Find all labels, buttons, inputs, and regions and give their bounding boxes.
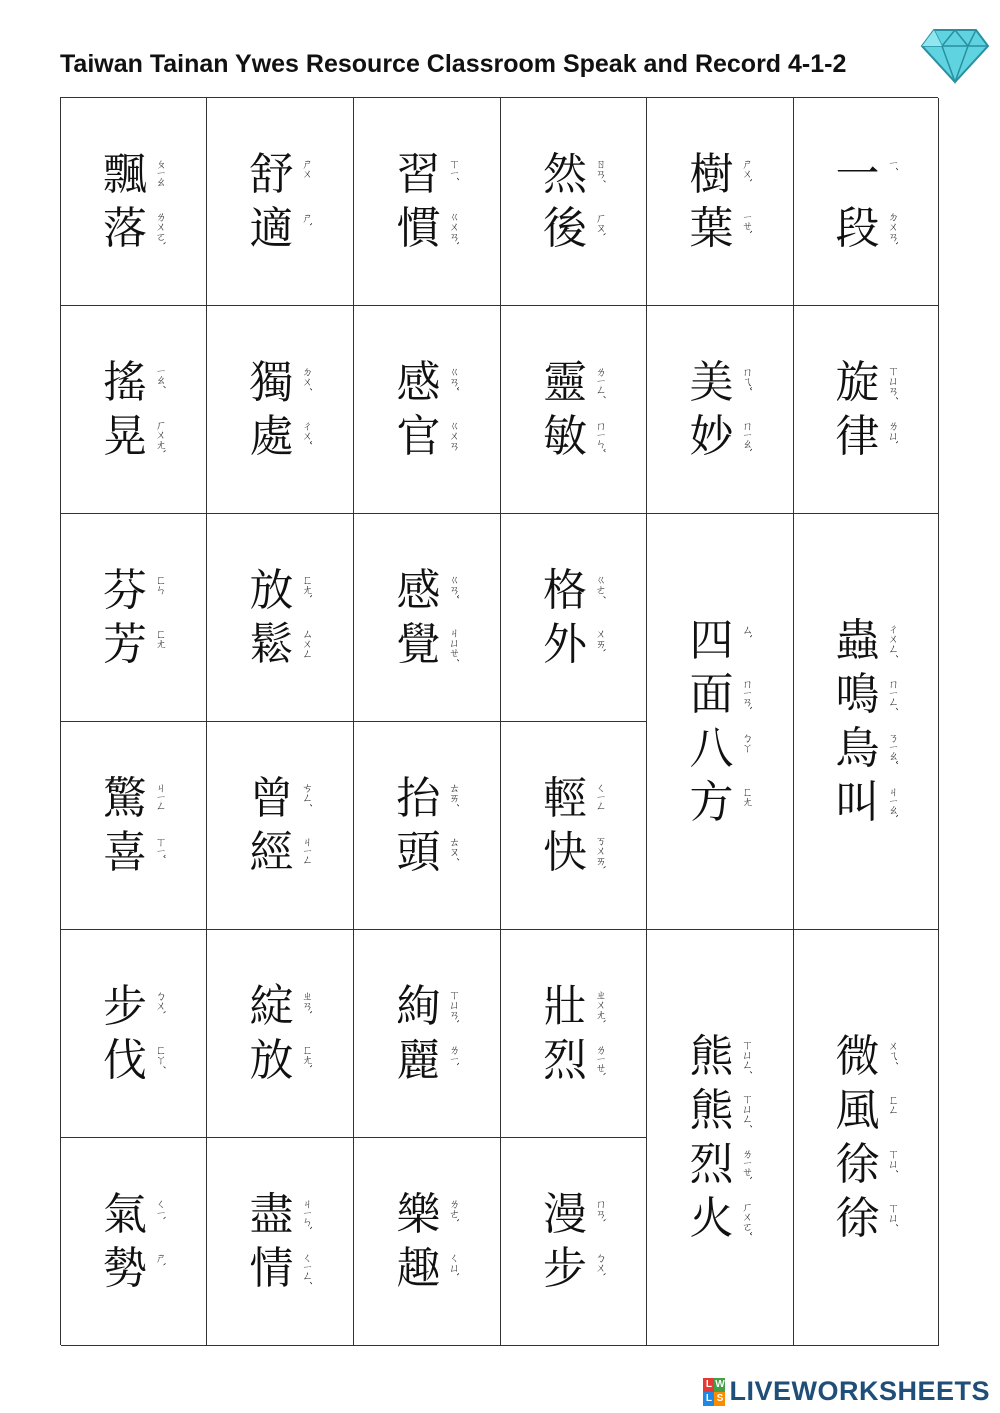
vocab-word xyxy=(248,1188,313,1296)
vocab-cell xyxy=(501,722,647,930)
vocab-cell xyxy=(647,306,794,514)
hanzi-character: 輕 xyxy=(543,772,587,824)
character-with-zhuyin xyxy=(688,722,753,776)
hanzi-character: 放 xyxy=(249,1034,294,1086)
hanzi-character: 徐 xyxy=(835,1138,880,1190)
zhuyin-annotation: ㄌㄧㄝˋ xyxy=(740,1147,754,1180)
vocab-cell xyxy=(207,306,354,514)
hanzi-character: 然 xyxy=(543,148,587,200)
vocab-word xyxy=(248,980,313,1088)
hanzi-character: 烈 xyxy=(543,1034,587,1086)
hanzi-character: 外 xyxy=(543,618,587,670)
hanzi-character: 喜 xyxy=(103,826,147,878)
hanzi-character: 驚 xyxy=(103,772,147,824)
character-with-zhuyin xyxy=(541,1034,606,1088)
vocab-word xyxy=(101,980,166,1088)
character-with-zhuyin xyxy=(688,356,753,410)
character-with-zhuyin xyxy=(248,772,313,826)
character-with-zhuyin xyxy=(101,564,166,618)
vocab-word xyxy=(395,772,460,880)
hanzi-character: 伐 xyxy=(103,1034,147,1086)
vocab-word xyxy=(541,1188,606,1296)
zhuyin-annotation: ㄔㄨˇ xyxy=(300,419,314,444)
hanzi-character: 敏 xyxy=(543,410,587,462)
hanzi-character: 官 xyxy=(396,410,441,462)
zhuyin-annotation: ㄌㄜˋ xyxy=(447,1197,461,1222)
zhuyin-annotation: ㄅㄚ xyxy=(740,731,754,752)
hanzi-character: 頭 xyxy=(396,826,441,878)
character-with-zhuyin xyxy=(248,202,313,256)
liveworksheets-logo xyxy=(703,1376,990,1407)
zhuyin-annotation: ㄐㄧㄠˋ xyxy=(886,785,900,818)
hanzi-character: 熊 xyxy=(689,1084,734,1136)
hanzi-character: 步 xyxy=(103,980,147,1032)
hanzi-character: 後 xyxy=(543,202,587,254)
vocab-cell xyxy=(501,98,647,306)
hanzi-character: 麗 xyxy=(396,1034,441,1086)
zhuyin-annotation: ㄋㄧㄠˇ xyxy=(886,731,900,764)
vocab-cell xyxy=(501,306,647,514)
zhuyin-annotation: ㄕˋ xyxy=(154,1251,167,1266)
zhuyin-annotation: ㄎㄨㄞˋ xyxy=(594,835,607,870)
character-with-zhuyin xyxy=(395,148,460,202)
vocab-cell xyxy=(354,722,501,930)
hanzi-character: 方 xyxy=(689,776,734,828)
character-with-zhuyin xyxy=(541,148,606,202)
vocab-cell xyxy=(501,514,647,722)
hanzi-character: 絢 xyxy=(396,980,441,1032)
zhuyin-annotation: ㄇㄧㄢˋ xyxy=(740,677,754,710)
character-with-zhuyin xyxy=(541,826,606,880)
hanzi-character: 搖 xyxy=(103,356,147,408)
vocab-word xyxy=(834,1030,899,1246)
zhuyin-annotation: ㄧˊ xyxy=(886,157,900,170)
character-with-zhuyin xyxy=(688,668,753,722)
zhuyin-annotation: ㄑㄧㄥ xyxy=(594,781,607,810)
zhuyin-annotation: ㄏㄨㄛˇ xyxy=(740,1201,754,1236)
hanzi-character: 叫 xyxy=(835,776,880,828)
zhuyin-annotation: ㄊㄞˊ xyxy=(447,781,461,806)
zhuyin-annotation: ㄒㄩㄢˋ xyxy=(447,989,461,1024)
vocab-cell xyxy=(501,930,647,1138)
character-with-zhuyin xyxy=(834,1030,899,1084)
character-with-zhuyin xyxy=(688,1030,753,1084)
hanzi-character: 樂 xyxy=(396,1188,441,1240)
zhuyin-annotation: ㄐㄧㄣˋ xyxy=(300,1197,314,1230)
hanzi-character: 放 xyxy=(249,564,294,616)
zhuyin-annotation: ㄅㄨˋ xyxy=(154,989,167,1014)
vocab-cell xyxy=(647,930,794,1346)
character-with-zhuyin xyxy=(248,1188,313,1242)
hanzi-character: 趣 xyxy=(396,1242,441,1294)
vocab-cell xyxy=(794,306,939,514)
character-with-zhuyin xyxy=(834,668,899,722)
zhuyin-annotation: ㄍㄜˊ xyxy=(594,573,607,598)
zhuyin-annotation: ㄍㄢˇ xyxy=(447,365,461,390)
hanzi-character: 步 xyxy=(543,1242,587,1294)
hanzi-character: 妙 xyxy=(689,410,734,462)
zhuyin-annotation: ㄇㄧㄠˋ xyxy=(740,419,754,452)
zhuyin-annotation: ㄐㄧㄥ xyxy=(300,835,314,864)
hanzi-character: 鳴 xyxy=(835,668,880,720)
vocab-cell xyxy=(207,930,354,1138)
zhuyin-annotation: ㄨㄞˋ xyxy=(594,627,607,652)
zhuyin-annotation: ㄆㄧㄠ xyxy=(154,157,167,186)
character-with-zhuyin xyxy=(395,618,460,672)
hanzi-character: 葉 xyxy=(689,202,734,254)
zhuyin-annotation: ㄏㄨㄤˋ xyxy=(154,419,167,454)
vocab-word xyxy=(834,356,899,464)
hanzi-character: 慣 xyxy=(396,202,441,254)
hanzi-character: 烈 xyxy=(689,1138,734,1190)
hanzi-character: 感 xyxy=(396,356,441,408)
vocab-word xyxy=(101,772,166,880)
hanzi-character: 旋 xyxy=(835,356,880,408)
zhuyin-annotation: ㄇㄟˇ xyxy=(740,365,754,390)
zhuyin-annotation: ㄖㄢˊ xyxy=(594,157,607,182)
character-with-zhuyin xyxy=(541,356,606,410)
zhuyin-annotation: ㄈㄤˋ xyxy=(300,573,314,598)
hanzi-character: 漫 xyxy=(543,1188,587,1240)
vocab-word xyxy=(248,564,313,672)
liveworksheets-badge-icon: L W L S xyxy=(703,1378,725,1406)
character-with-zhuyin xyxy=(101,772,166,826)
character-with-zhuyin xyxy=(688,776,753,830)
character-with-zhuyin xyxy=(395,564,460,618)
hanzi-character: 芬 xyxy=(103,564,147,616)
character-with-zhuyin xyxy=(395,826,460,880)
hanzi-character: 微 xyxy=(835,1030,880,1082)
character-with-zhuyin xyxy=(248,356,313,410)
character-with-zhuyin xyxy=(688,202,753,256)
character-with-zhuyin xyxy=(541,772,606,826)
character-with-zhuyin xyxy=(541,1242,606,1296)
hanzi-character: 徐 xyxy=(835,1192,880,1244)
character-with-zhuyin xyxy=(834,1084,899,1138)
hanzi-character: 格 xyxy=(543,564,587,616)
vocab-cell xyxy=(354,1138,501,1346)
character-with-zhuyin xyxy=(688,614,753,668)
character-with-zhuyin xyxy=(834,356,899,410)
character-with-zhuyin xyxy=(248,980,313,1034)
character-with-zhuyin xyxy=(395,1188,460,1242)
vocab-cell xyxy=(207,1138,354,1346)
hanzi-character: 芳 xyxy=(103,618,147,670)
character-with-zhuyin xyxy=(834,776,899,830)
zhuyin-annotation: ㄕㄨˋ xyxy=(740,157,754,182)
vocab-cell xyxy=(647,514,794,930)
vocab-cell xyxy=(61,930,207,1138)
zhuyin-annotation: ㄌㄨㄛˋ xyxy=(154,211,167,246)
vocab-word xyxy=(248,772,313,880)
hanzi-character: 靈 xyxy=(543,356,587,408)
hanzi-character: 適 xyxy=(249,202,294,254)
vocab-cell xyxy=(501,1138,647,1346)
character-with-zhuyin xyxy=(395,1242,460,1296)
zhuyin-annotation: ㄧㄠˊ xyxy=(154,365,167,388)
character-with-zhuyin xyxy=(101,148,166,202)
zhuyin-annotation: ㄔㄨㄥˊ xyxy=(886,623,900,658)
hanzi-character: 美 xyxy=(689,356,734,408)
character-with-zhuyin xyxy=(688,1084,753,1138)
character-with-zhuyin xyxy=(395,356,460,410)
hanzi-character: 飄 xyxy=(103,148,147,200)
character-with-zhuyin xyxy=(834,410,899,464)
hanzi-character: 八 xyxy=(689,722,734,774)
vocab-word xyxy=(101,148,166,256)
character-with-zhuyin xyxy=(395,202,460,256)
hanzi-character: 情 xyxy=(249,1242,294,1294)
diamond-gem-icon xyxy=(920,26,990,84)
hanzi-character: 鳥 xyxy=(835,722,880,774)
zhuyin-annotation: ㄓㄢˋ xyxy=(300,989,314,1014)
vocab-word xyxy=(395,1188,460,1296)
character-with-zhuyin xyxy=(248,564,313,618)
zhuyin-annotation: ㄇㄧㄥˊ xyxy=(886,677,900,710)
zhuyin-annotation: ㄐㄩㄝˊ xyxy=(447,627,461,662)
character-with-zhuyin xyxy=(248,618,313,672)
hanzi-character: 勢 xyxy=(103,1242,147,1294)
character-with-zhuyin xyxy=(248,410,313,464)
character-with-zhuyin xyxy=(101,202,166,256)
hanzi-character: 落 xyxy=(103,202,147,254)
character-with-zhuyin xyxy=(395,1034,460,1088)
hanzi-character: 律 xyxy=(835,410,880,462)
zhuyin-annotation: ㄧㄝˋ xyxy=(740,211,754,234)
character-with-zhuyin xyxy=(101,826,166,880)
character-with-zhuyin xyxy=(395,772,460,826)
zhuyin-annotation: ㄇㄢˋ xyxy=(594,1197,607,1222)
zhuyin-annotation: ㄅㄨˋ xyxy=(594,1251,607,1276)
character-with-zhuyin xyxy=(688,410,753,464)
vocabulary-grid xyxy=(60,97,938,1345)
vocab-cell xyxy=(61,306,207,514)
hanzi-character: 鬆 xyxy=(249,618,294,670)
vocab-word xyxy=(248,148,313,256)
zhuyin-annotation: ㄍㄢˇ xyxy=(447,573,461,598)
character-with-zhuyin xyxy=(541,410,606,464)
vocab-word xyxy=(688,356,753,464)
vocab-cell xyxy=(61,1138,207,1346)
hanzi-character: 經 xyxy=(249,826,294,878)
character-with-zhuyin xyxy=(541,564,606,618)
vocab-cell xyxy=(794,514,939,930)
character-with-zhuyin xyxy=(834,202,899,256)
character-with-zhuyin xyxy=(541,980,606,1034)
character-with-zhuyin xyxy=(834,1138,899,1192)
character-with-zhuyin xyxy=(834,722,899,776)
character-with-zhuyin xyxy=(248,1034,313,1088)
hanzi-character: 火 xyxy=(689,1192,734,1244)
zhuyin-annotation: ㄒㄩㄥˊ xyxy=(740,1093,754,1128)
zhuyin-annotation: ㄈㄚˊ xyxy=(154,1043,167,1068)
vocab-cell xyxy=(61,98,207,306)
hanzi-character: 氣 xyxy=(103,1188,147,1240)
hanzi-character: 風 xyxy=(835,1084,880,1136)
zhuyin-annotation: ㄙˋ xyxy=(740,623,754,638)
hanzi-character: 曾 xyxy=(249,772,294,824)
hanzi-character: 段 xyxy=(835,202,880,254)
character-with-zhuyin xyxy=(834,1192,899,1246)
vocab-cell xyxy=(647,98,794,306)
vocab-word xyxy=(395,148,460,256)
zhuyin-annotation: ㄑㄧˋ xyxy=(154,1197,167,1220)
zhuyin-annotation: ㄇㄧㄣˇ xyxy=(594,419,607,452)
vocab-word xyxy=(834,614,899,830)
vocab-word xyxy=(101,564,166,672)
vocab-cell xyxy=(354,930,501,1138)
zhuyin-annotation: ㄉㄨˊ xyxy=(300,365,314,390)
character-with-zhuyin xyxy=(248,148,313,202)
hanzi-character: 舒 xyxy=(249,148,294,200)
hanzi-character: 一 xyxy=(835,148,880,200)
character-with-zhuyin xyxy=(101,1034,166,1088)
character-with-zhuyin xyxy=(834,614,899,668)
hanzi-character: 處 xyxy=(249,410,294,462)
zhuyin-annotation: ㄏㄡˋ xyxy=(594,211,607,236)
zhuyin-annotation: ㄈㄣ xyxy=(154,573,167,594)
hanzi-character: 面 xyxy=(689,668,734,720)
hanzi-character: 蟲 xyxy=(835,614,880,666)
hanzi-character: 抬 xyxy=(396,772,441,824)
character-with-zhuyin xyxy=(101,1188,166,1242)
hanzi-character: 覺 xyxy=(396,618,441,670)
vocab-word xyxy=(101,1188,166,1296)
liveworksheets-brand: LIVEWORKSHEETS xyxy=(729,1376,990,1406)
vocab-word xyxy=(688,1030,753,1246)
zhuyin-annotation: ㄉㄨㄢˋ xyxy=(886,211,900,246)
zhuyin-annotation: ㄐㄧㄥ xyxy=(154,781,167,810)
character-with-zhuyin xyxy=(101,1242,166,1296)
zhuyin-annotation: ㄈㄥ xyxy=(886,1093,900,1114)
hanzi-character: 樹 xyxy=(689,148,734,200)
hanzi-character: 壯 xyxy=(543,980,587,1032)
zhuyin-annotation: ㄒㄩㄥˊ xyxy=(740,1039,754,1074)
character-with-zhuyin xyxy=(834,148,899,202)
vocab-cell xyxy=(354,514,501,722)
vocab-word xyxy=(541,356,606,464)
vocab-word xyxy=(395,980,460,1088)
vocab-word xyxy=(541,980,606,1088)
character-with-zhuyin xyxy=(101,618,166,672)
zhuyin-annotation: ㄈㄤ xyxy=(154,627,167,648)
character-with-zhuyin xyxy=(688,148,753,202)
vocab-word xyxy=(248,356,313,464)
zhuyin-annotation: ㄌㄧˋ xyxy=(447,1043,461,1066)
zhuyin-annotation: ㄑㄩˋ xyxy=(447,1251,461,1276)
character-with-zhuyin xyxy=(248,826,313,880)
character-with-zhuyin xyxy=(395,980,460,1034)
hanzi-character: 盡 xyxy=(249,1188,294,1240)
hanzi-character: 四 xyxy=(689,614,734,666)
vocab-word xyxy=(395,564,460,672)
zhuyin-annotation: ㄓㄨㄤˋ xyxy=(594,989,607,1024)
character-with-zhuyin xyxy=(101,410,166,464)
zhuyin-annotation: ㄌㄧㄝˋ xyxy=(594,1043,607,1076)
worksheet-title: Taiwan Tainan Ywes Resource Classroom Speak and Record 4-1-2 xyxy=(60,50,847,78)
zhuyin-annotation: ㄈㄤˋ xyxy=(300,1043,314,1068)
vocab-cell xyxy=(207,98,354,306)
character-with-zhuyin xyxy=(395,410,460,464)
hanzi-character: 晃 xyxy=(103,410,147,462)
zhuyin-annotation: ㄍㄨㄢ xyxy=(447,419,461,450)
zhuyin-annotation: ㄘㄥˊ xyxy=(300,781,314,806)
zhuyin-annotation: ㄒㄧˊ xyxy=(447,157,461,180)
zhuyin-annotation: ㄑㄧㄥˊ xyxy=(300,1251,314,1284)
character-with-zhuyin xyxy=(541,1188,606,1242)
vocab-cell xyxy=(61,514,207,722)
hanzi-character: 熊 xyxy=(689,1030,734,1082)
vocab-word xyxy=(541,772,606,880)
vocab-cell xyxy=(207,514,354,722)
zhuyin-annotation: ㄍㄨㄢˋ xyxy=(447,211,461,246)
vocab-cell xyxy=(354,98,501,306)
character-with-zhuyin xyxy=(688,1138,753,1192)
vocab-word xyxy=(541,564,606,672)
vocab-word xyxy=(834,148,899,256)
zhuyin-annotation: ㄒㄩˊ xyxy=(886,1147,900,1172)
hanzi-character: 綻 xyxy=(249,980,294,1032)
vocab-word xyxy=(395,356,460,464)
character-with-zhuyin xyxy=(688,1192,753,1246)
character-with-zhuyin xyxy=(101,980,166,1034)
vocab-cell xyxy=(794,98,939,306)
hanzi-character: 獨 xyxy=(249,356,294,408)
vocab-cell xyxy=(207,722,354,930)
vocab-cell xyxy=(354,306,501,514)
zhuyin-annotation: ㄒㄧˇ xyxy=(154,835,167,858)
vocab-word xyxy=(101,356,166,464)
hanzi-character: 快 xyxy=(543,826,587,878)
vocab-word xyxy=(688,148,753,256)
zhuyin-annotation: ㄒㄩˊ xyxy=(886,1201,900,1226)
vocab-cell xyxy=(794,930,939,1346)
vocab-word xyxy=(541,148,606,256)
character-with-zhuyin xyxy=(248,1242,313,1296)
character-with-zhuyin xyxy=(541,202,606,256)
character-with-zhuyin xyxy=(541,618,606,672)
zhuyin-annotation: ㄌㄩˋ xyxy=(886,419,900,444)
hanzi-character: 感 xyxy=(396,564,441,616)
zhuyin-annotation: ㄙㄨㄥ xyxy=(300,627,314,658)
zhuyin-annotation: ㄨㄟˊ xyxy=(886,1039,900,1064)
hanzi-character: 習 xyxy=(396,148,441,200)
zhuyin-annotation: ㄌㄧㄥˊ xyxy=(594,365,607,398)
zhuyin-annotation: ㄕˋ xyxy=(300,211,314,226)
vocab-word xyxy=(688,614,753,830)
vocab-cell xyxy=(61,722,207,930)
zhuyin-annotation: ㄒㄩㄢˊ xyxy=(886,365,900,400)
zhuyin-annotation: ㄊㄡˊ xyxy=(447,835,461,860)
zhuyin-annotation: ㄕㄨ xyxy=(300,157,314,178)
zhuyin-annotation: ㄈㄤ xyxy=(740,785,754,806)
character-with-zhuyin xyxy=(101,356,166,410)
